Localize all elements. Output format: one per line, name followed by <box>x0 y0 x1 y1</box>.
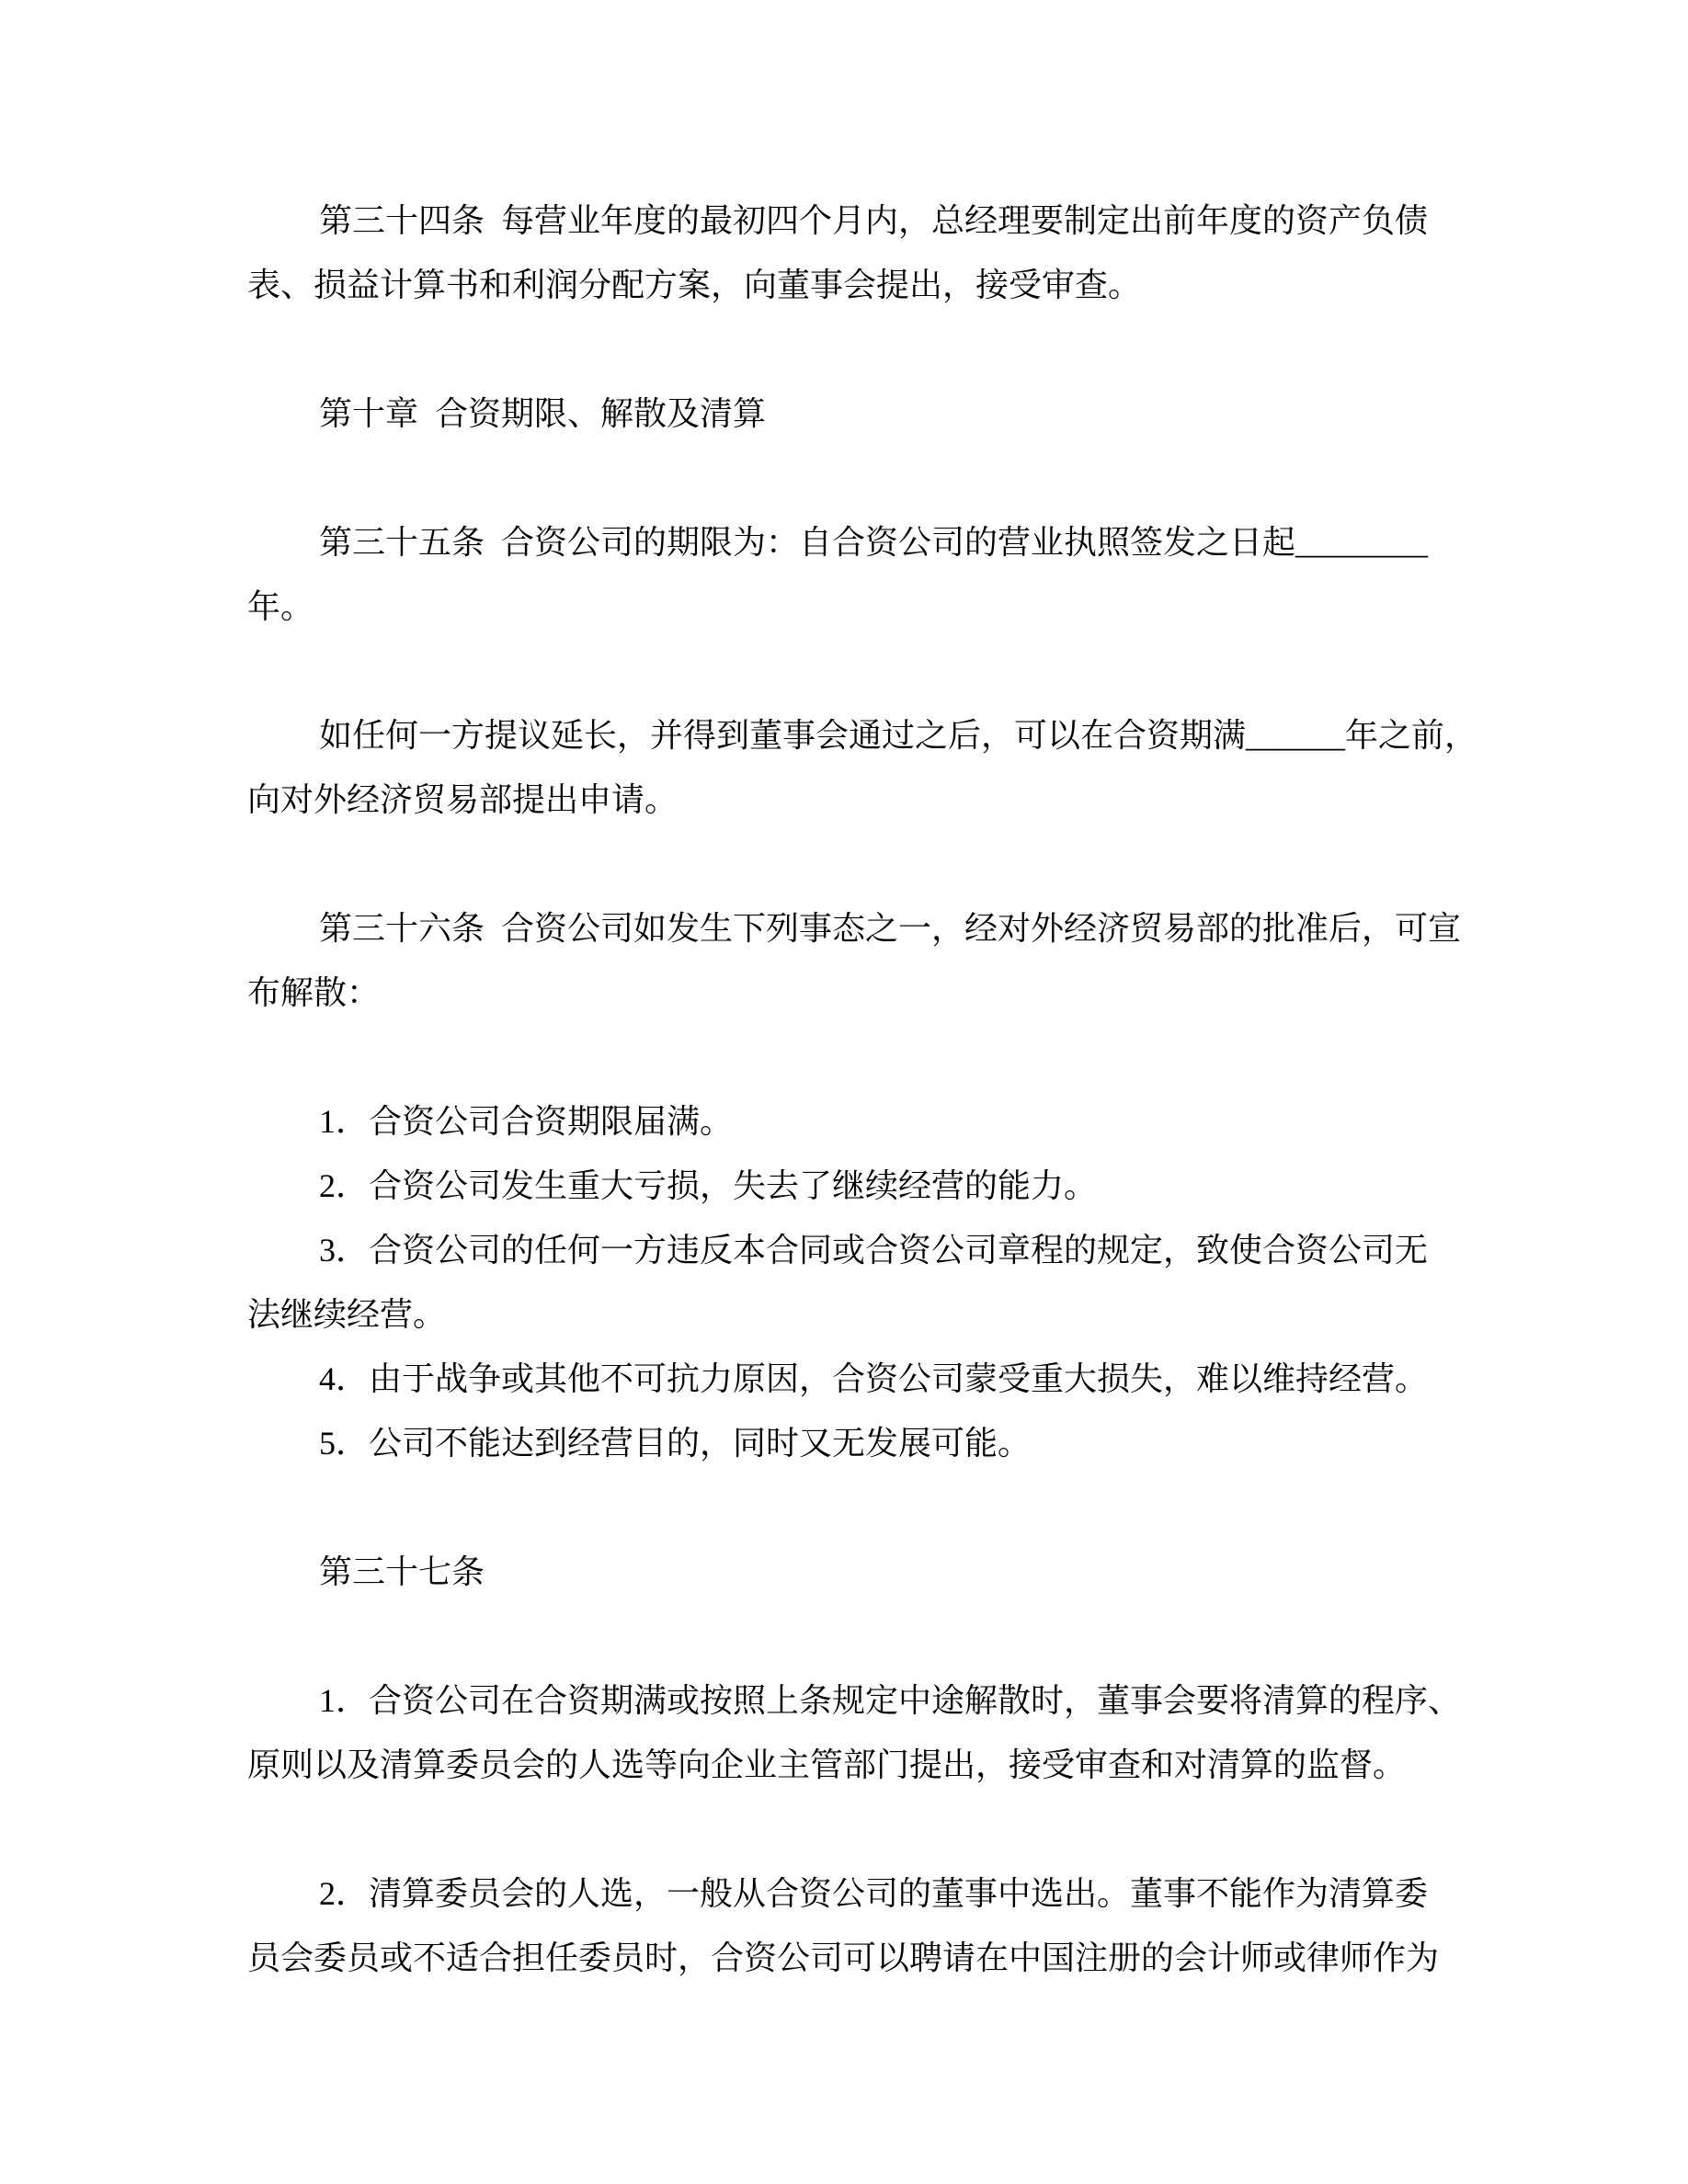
document-line: 2．合资公司发生重大亏损，失去了继续经营的能力。 <box>319 1167 1098 1204</box>
list-item-4 <box>247 1347 1599 1411</box>
paragraph-article-36 <box>247 896 1599 1025</box>
list-item-1 <box>247 1089 1599 1154</box>
document-line: 法继续经营。 <box>247 1296 447 1333</box>
document-line: 员会委员或不适合担任委员时，合资公司可以聘请在中国注册的会计师或律师作为 <box>247 1939 1440 1976</box>
document-body <box>247 188 1599 1990</box>
document-line: 2．清算委员会的人选，一般从合资公司的董事中选出。董事不能作为清算委 <box>319 1875 1429 1912</box>
list-item-5 <box>247 1411 1599 1475</box>
document-line: 向对外经济贸易部提出申请。 <box>247 781 679 818</box>
document-line: 4．由于战争或其他不可抗力原因，合资公司蒙受重大损失，难以维持经营。 <box>319 1360 1429 1397</box>
document-line: 1．合资公司合资期限届满。 <box>319 1103 734 1140</box>
list-item-2 <box>247 1154 1599 1218</box>
document-line: 表、损益计算书和利润分配方案，向董事会提出，接受审查。 <box>247 267 1142 303</box>
paragraph-article-37-heading <box>247 1540 1599 1604</box>
paragraph-article-35 <box>247 510 1599 639</box>
document-line: 如任何一方提议延长，并得到董事会通过之后，可以在合资期满______年之前， <box>319 717 1478 754</box>
document-line: 第三十四条 每营业年度的最初四个月内，总经理要制定出前年度的资产负债 <box>319 202 1429 239</box>
document-line: 第三十七条 <box>319 1553 485 1590</box>
paragraph-article-35-extension <box>247 703 1599 832</box>
document-line: 1．合资公司在合资期满或按照上条规定中途解散时，董事会要将清算的程序、 <box>319 1682 1462 1719</box>
paragraph-article-37-item-1 <box>247 1668 1599 1797</box>
document-line: 5．公司不能达到经营目的，同时又无发展可能。 <box>319 1425 1032 1462</box>
chapter-10-heading <box>247 381 1599 446</box>
document-line: 第三十六条 合资公司如发生下列事态之一，经对外经济贸易部的批准后，可宣 <box>319 910 1462 947</box>
document-line: 布解散： <box>247 974 381 1011</box>
list-item-3 <box>247 1218 1599 1347</box>
document-line: 年。 <box>247 588 314 625</box>
document-line: 原则以及清算委员会的人选等向企业主管部门提出，接受审查和对清算的监督。 <box>247 1746 1407 1783</box>
paragraph-article-37-item-2 <box>247 1861 1599 1990</box>
document-line: 第三十五条 合资公司的期限为：自合资公司的营业执照签发之日起________ <box>319 524 1429 561</box>
document-line: 3．合资公司的任何一方违反本合同或合资公司章程的规定，致使合资公司无 <box>319 1232 1429 1268</box>
paragraph-article-34 <box>247 188 1599 317</box>
document-line: 第十章 合资期限、解散及清算 <box>319 395 767 432</box>
